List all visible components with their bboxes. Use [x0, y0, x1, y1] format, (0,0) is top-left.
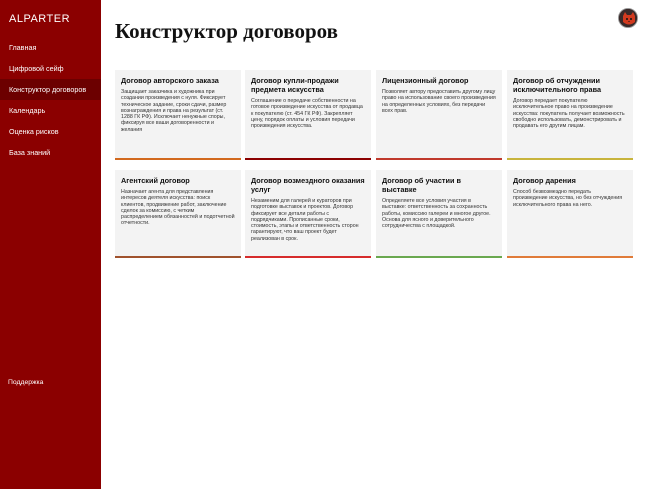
logo[interactable]	[9, 8, 79, 28]
contract-card-agency[interactable]	[115, 170, 241, 258]
card-title: Лицензионный договор	[382, 76, 469, 85]
card-accent-bar	[115, 256, 241, 258]
card-description: Защищает заказчика и художника при создании произведения с нуля. Фиксирует техническое задание, сроки сдачи, размер вознаграждения и права на результат (ст. 1288 ГК РФ). Исключает ненужные споры, фиксируя все ваши договоренности и желания	[121, 89, 227, 133]
cat-icon	[619, 9, 638, 28]
card-title: Договор авторского заказа	[121, 76, 219, 85]
card-description: Соглашение о передаче собственности на готовое произведение искусства от продавца к покупателю (ст. 454 ГК РФ). Закрепляет цену, порядок оплаты и условия передачи произведения искусства.	[251, 98, 363, 130]
sidebar-nav	[0, 37, 101, 163]
contract-card-services[interactable]	[245, 170, 371, 258]
card-description: Способ безвозмездно передать произведение искусства, но без отчуждения исключительного права на него.	[513, 189, 623, 208]
card-title: Агентский договор	[121, 176, 190, 185]
page-title: Конструктор договоров	[115, 19, 338, 43]
card-accent-bar	[507, 256, 633, 258]
contract-card-rights-alienation[interactable]	[507, 70, 633, 160]
card-accent-bar	[376, 158, 502, 160]
contract-card-sale[interactable]	[245, 70, 371, 160]
support-link[interactable]: Поддержка	[8, 379, 44, 386]
sidebar-item-knowledge-base[interactable]: База знаний	[9, 148, 51, 157]
card-accent-bar	[115, 158, 241, 160]
card-accent-bar	[507, 158, 633, 160]
sidebar-item-contract-builder[interactable]: Конструктор договоров	[0, 79, 101, 100]
card-title: Договор дарения	[513, 176, 576, 185]
contract-card-gift[interactable]	[507, 170, 633, 258]
contract-card-author-order[interactable]	[115, 70, 241, 160]
card-description: Определяете все условия участия в выставке: ответственность за сохранность работы, комиссию галереи и многое другое. Основа для ясного и доверительного сотрудничества с площадкой.	[382, 198, 491, 230]
card-title: Договор возмездного оказания услуг	[251, 176, 365, 194]
card-description: Назначает агента для представления интересов деятеля искусства: поиск клиентов, продвижение работ, заключение сделок за комиссию, с четким распределением обязанностей и подотчетной отчетности.	[121, 189, 235, 227]
card-description: Незаменим для галерей и кураторов при подготовке выставок и проектов. Договор фиксирует все детали работы с подрядчиками. Прописанные сроки, стоимость, этапы и ответственность сторон гарантируют, что ваш проект будет реализован в срок.	[251, 198, 359, 242]
card-description: Договор передает покупателю исключительное право на произведение искусства: покупатель получает возможность свободно использовать, демонстрировать и продавать его другим лицам.	[513, 98, 625, 130]
contract-card-exhibition[interactable]	[376, 170, 502, 258]
sidebar-item-calendar[interactable]: Календарь	[9, 106, 46, 115]
logo-text: ALPARTER	[9, 13, 71, 25]
sidebar-item-risk-assessment[interactable]: Оценка рисков	[9, 127, 59, 136]
card-accent-bar	[245, 158, 371, 160]
card-accent-bar	[376, 256, 502, 258]
card-description: Позволяет автору предоставить другому лицу право на использование своего произведения на определенных условиях, без передачи всех прав.	[382, 89, 496, 114]
sidebar	[0, 0, 101, 489]
contract-card-license[interactable]	[376, 70, 502, 160]
sidebar-item-home[interactable]: Главная	[9, 43, 37, 52]
sidebar-item-digital-safe[interactable]: Цифровой сейф	[9, 64, 64, 73]
card-title: Договор об отчуждении исключительного права	[513, 76, 602, 94]
card-title: Договор об участии в выставке	[382, 176, 461, 194]
card-title: Договор купли-продажи предмета искусства	[251, 76, 339, 94]
card-accent-bar	[245, 256, 371, 258]
avatar[interactable]	[618, 8, 638, 28]
